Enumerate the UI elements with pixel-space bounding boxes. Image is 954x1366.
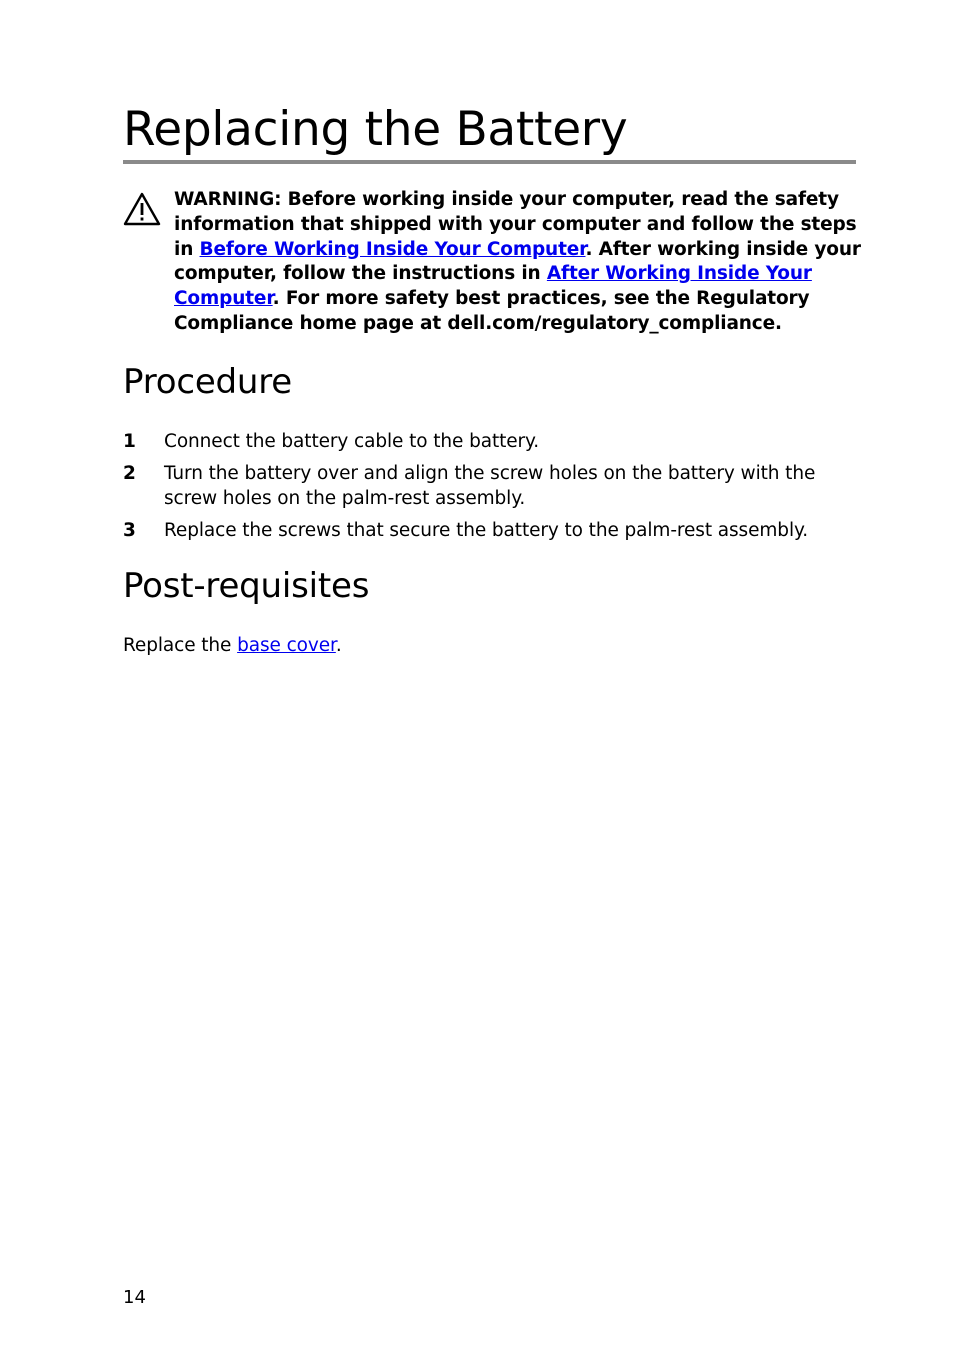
page-title: Replacing the Battery <box>123 102 628 157</box>
after-working-link[interactable]: After Working Inside Your Computer <box>174 263 812 310</box>
warning-intro: WARNING: Before working inside your computer, read the safety information that shipped with your computer and follow the steps in <box>174 189 857 260</box>
step-text: Connect the battery cable to the battery. <box>164 431 540 452</box>
page-number: 14 <box>123 1287 146 1308</box>
warning-text <box>174 188 864 337</box>
warning-middle: . After working inside your computer, follow the instructions in <box>174 238 861 285</box>
step-number: 2 <box>123 463 136 484</box>
step-number: 1 <box>123 431 136 452</box>
warning-triangle-icon <box>123 192 161 226</box>
procedure-steps <box>123 429 843 550</box>
post-requisites-text <box>123 633 342 658</box>
step-number: 3 <box>123 520 136 541</box>
step-text: Replace the screws that secure the battery to the palm-rest assembly. <box>164 520 808 541</box>
before-working-link[interactable]: Before Working Inside Your Computer <box>199 238 586 260</box>
step-1 <box>123 429 843 454</box>
warning-end: . For more safety best practices, see the Regulatory Compliance home page at dell.com/regulatory_compliance. <box>174 288 810 334</box>
step-2 <box>123 461 843 511</box>
base-cover-link[interactable]: base cover <box>237 635 336 656</box>
step-text: Turn the battery over and align the screw holes on the battery with the screw holes on the palm-rest assembly. <box>164 463 816 509</box>
post-requisites-heading: Post-requisites <box>123 566 370 606</box>
procedure-heading: Procedure <box>123 362 293 402</box>
post-text-before: Replace the <box>123 635 238 656</box>
post-text-after: . <box>335 635 342 656</box>
step-3 <box>123 518 843 543</box>
title-rule <box>123 160 856 164</box>
